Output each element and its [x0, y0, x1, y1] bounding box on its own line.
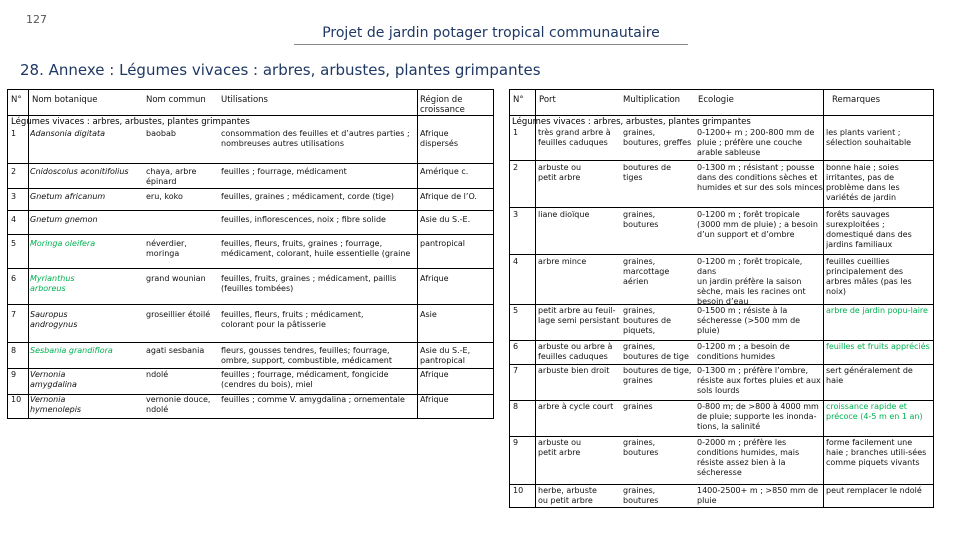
common-name: eru, koko	[146, 192, 183, 201]
header-num: N°	[11, 95, 22, 105]
row-num: 5	[11, 239, 17, 248]
remarks: arbre de jardin popu-laire	[826, 306, 928, 315]
common-name: baobab	[146, 129, 176, 138]
header-remarks: Remarques	[832, 95, 881, 105]
left-subtitle: Légumes vivaces : arbres, arbustes, plantes grimpantes	[11, 117, 250, 127]
row-divider	[510, 254, 933, 255]
multiplication: graines, boutures	[623, 210, 659, 229]
page-number: 127	[26, 13, 47, 26]
botanical-name: Sesbania grandiflora	[30, 346, 113, 355]
common-name: groseillier étoilé	[146, 310, 211, 319]
row-divider	[8, 163, 493, 164]
port: arbuste ou petit arbre	[538, 163, 582, 182]
row-num: 10	[513, 486, 524, 495]
header-num: N°	[513, 95, 524, 105]
port: arbuste bien droit	[538, 366, 610, 375]
row-num: 1	[11, 129, 17, 138]
row-num: 1	[513, 128, 519, 137]
remarks: peut remplacer le ndolé	[826, 486, 922, 495]
row-num: 3	[513, 210, 519, 219]
row-divider	[8, 342, 493, 343]
region: Amérique c.	[420, 167, 469, 176]
row-num: 9	[513, 438, 519, 447]
botanical-name: Moringa oleifera	[30, 239, 96, 248]
ecology: 0-1200 m ; forêt tropicale, dans un jardin préfère la saison sèche, mais les racines ont besoin d’eau	[697, 257, 806, 306]
ecology: 0-1200 m ; forêt tropicale (3000 mm de pluie) ; a besoin d’un support et d’ombre	[697, 210, 818, 239]
header-ecology: Écologie	[698, 95, 734, 105]
remarks: croissance rapide et précoce (4-5 m en 1 an)	[826, 402, 923, 421]
uses: feuilles ; fourrage, médicament, fongicide (cendres du bois), miel	[221, 370, 389, 389]
multiplication: graines, boutures de tige	[623, 342, 689, 361]
header-rule	[294, 44, 688, 45]
common-name: ndolé	[146, 370, 169, 379]
uses: consommation des feuilles et d’autres parties ; nombreuses autres utilisations	[221, 129, 410, 148]
port: herbe, arbuste ou petit arbre	[538, 486, 597, 505]
uses: feuilles, fleurs, fruits ; médicament, colorant pour la pâtisserie	[221, 310, 364, 329]
row-num: 5	[513, 306, 519, 315]
botanical-name: Cnidoscolus aconitifolius	[30, 167, 129, 176]
ecology: 1400-2500+ m ; >850 mm de pluie	[697, 486, 819, 505]
ecology: 0-1300 m ; préfère l’ombre, résiste aux fortes pluies et aux sols lourds	[697, 366, 821, 395]
remarks: feuilles et fruits appréciés	[826, 342, 930, 351]
port: arbre à cycle court	[538, 402, 614, 411]
row-num: 4	[11, 215, 17, 224]
port: arbre mince	[538, 257, 587, 266]
row-divider	[510, 436, 933, 437]
row-divider	[510, 340, 933, 341]
botanical-name: Myrianthus arboreus	[30, 274, 75, 293]
botanical-name: Gnetum africanum	[30, 192, 106, 201]
row-divider	[510, 207, 933, 208]
row-divider	[8, 210, 493, 211]
row-divider	[8, 234, 493, 235]
region: Asie du S.-E, pantropical	[420, 346, 471, 365]
remarks: forêts sauvages surexploitées ; domestiqué dans des jardins familiaux	[826, 210, 912, 249]
remarks: sert généralement de haie	[826, 366, 913, 385]
ecology: 0-1200+ m ; 200-800 mm de pluie ; préfère une couche arable sableuse	[697, 128, 815, 157]
port: arbuste ou petit arbre	[538, 438, 582, 457]
row-num: 10	[11, 395, 22, 404]
row-divider	[510, 400, 933, 401]
col-divider	[823, 90, 824, 507]
multiplication: graines, boutures, greffes	[623, 128, 692, 147]
right-table	[509, 89, 934, 508]
multiplication: graines, boutures	[623, 486, 659, 505]
common-name: chaya, arbre épinard	[146, 167, 197, 186]
header-uses: Utilisations	[221, 95, 268, 105]
row-num: 9	[11, 370, 17, 379]
region: Afrique	[420, 370, 449, 379]
region: Asie	[420, 310, 437, 319]
uses: feuilles, graines ; médicament, corde (tige)	[221, 192, 394, 201]
ecology: 0-1300 m ; résistant ; pousse dans des conditions sèches et humides et sur des sols minces	[697, 163, 823, 192]
ecology: 0-2000 m ; préfère les conditions humides, mais résiste assez bien à la sécheresse	[697, 438, 800, 477]
header-region: Région de croissance	[420, 95, 465, 115]
multiplication: graines, marcottage aérien	[623, 257, 670, 286]
port: très grand arbre à feuilles caduques	[538, 128, 611, 147]
row-divider	[510, 115, 933, 116]
header-title: Projet de jardin potager tropical communautaire	[322, 25, 660, 41]
row-num: 7	[513, 366, 519, 375]
uses: feuilles, fruits, graines ; médicament, paillis (feuilles tombées)	[221, 274, 397, 293]
row-divider	[8, 188, 493, 189]
botanical-name: Vernonia hymenolepis	[30, 395, 82, 414]
region: Afrique	[420, 274, 449, 283]
botanical-name: Gnetum gnemon	[30, 215, 98, 224]
multiplication: graines	[623, 402, 653, 411]
row-num: 6	[11, 274, 17, 283]
row-num: 2	[513, 163, 519, 172]
header-port: Port	[539, 95, 556, 105]
col-divider	[535, 90, 536, 507]
row-divider	[510, 484, 933, 485]
row-num: 7	[11, 310, 17, 319]
section-title: 28. Annexe : Légumes vivaces : arbres, arbustes, plantes grimpantes	[20, 61, 541, 79]
ecology: 0-1500 m ; résiste à la sécheresse (>500 mm de pluie)	[697, 306, 801, 335]
common-name: vernonie douce, ndolé	[146, 395, 211, 414]
region: Afrique de l’O.	[420, 192, 477, 201]
row-num: 8	[513, 402, 519, 411]
uses: feuilles ; fourrage, médicament	[221, 167, 347, 176]
remarks: feuilles cueillies principalement des arbres mâles (pas les noix)	[826, 257, 912, 296]
right-subtitle: Légumes vivaces : arbres, arbustes, plantes grimpantes	[512, 117, 751, 127]
multiplication: boutures de tiges	[623, 163, 671, 182]
common-name: agati sesbania	[146, 346, 205, 355]
multiplication: graines, boutures	[623, 438, 659, 457]
uses: feuilles, fleurs, fruits, graines ; fourrage, médicament, colorant, huile essentielle (graine	[221, 239, 411, 258]
remarks: bonne haie ; soies irritantes, pas de problème dans les variétés de jardin	[826, 163, 900, 202]
header-botanical: Nom botanique	[32, 95, 98, 105]
botanical-name: Vernonia amygdalina	[30, 370, 77, 389]
uses: feuilles, inflorescences, noix ; fibre solide	[221, 215, 386, 224]
region: Afrique dispersés	[420, 129, 459, 148]
row-num: 6	[513, 342, 519, 351]
row-num: 3	[11, 192, 17, 201]
remarks: les plants varient ; sélection souhaitable	[826, 128, 912, 147]
row-divider	[8, 115, 493, 116]
row-divider	[8, 304, 493, 305]
remarks: forme facilement une haie ; branches utili-sées comme piquets vivants	[826, 438, 927, 467]
uses: fleurs, gousses tendres, feuilles; fourrage, ombre, support, combustible, médicament	[221, 346, 392, 365]
row-divider	[8, 268, 493, 269]
port: liane dioïque	[538, 210, 590, 219]
common-name: grand wounian	[146, 274, 206, 283]
port: petit arbre au feuil- lage semi persistant	[538, 306, 620, 325]
row-num: 2	[11, 167, 17, 176]
common-name: néverdier, moringa	[146, 239, 187, 258]
row-num: 4	[513, 257, 519, 266]
row-divider	[510, 364, 933, 365]
left-table	[7, 89, 494, 419]
ecology: 0-800 m; de >800 à 4000 mm de pluie; supporte les inonda- tions, la salinité	[697, 402, 819, 431]
region: Asie du S.-E.	[420, 215, 471, 224]
uses: feuilles ; comme V. amygdalina ; ornementale	[221, 395, 405, 404]
botanical-name: Sauropus androgynus	[30, 310, 78, 329]
multiplication: boutures de tige, graines	[623, 366, 692, 385]
header-common: Nom commun	[146, 95, 206, 105]
botanical-name: Adansonia digitata	[30, 129, 106, 138]
region: Afrique	[420, 395, 449, 404]
row-divider	[8, 368, 493, 369]
multiplication: graines, boutures de piquets,	[623, 306, 671, 335]
header-multiplication: Multiplication	[623, 95, 681, 105]
port: arbuste ou arbre à feuilles caduques	[538, 342, 613, 361]
row-divider	[510, 160, 933, 161]
row-num: 8	[11, 346, 17, 355]
ecology: 0-1200 m ; a besoin de conditions humides	[697, 342, 790, 361]
region: pantropical	[420, 239, 466, 248]
